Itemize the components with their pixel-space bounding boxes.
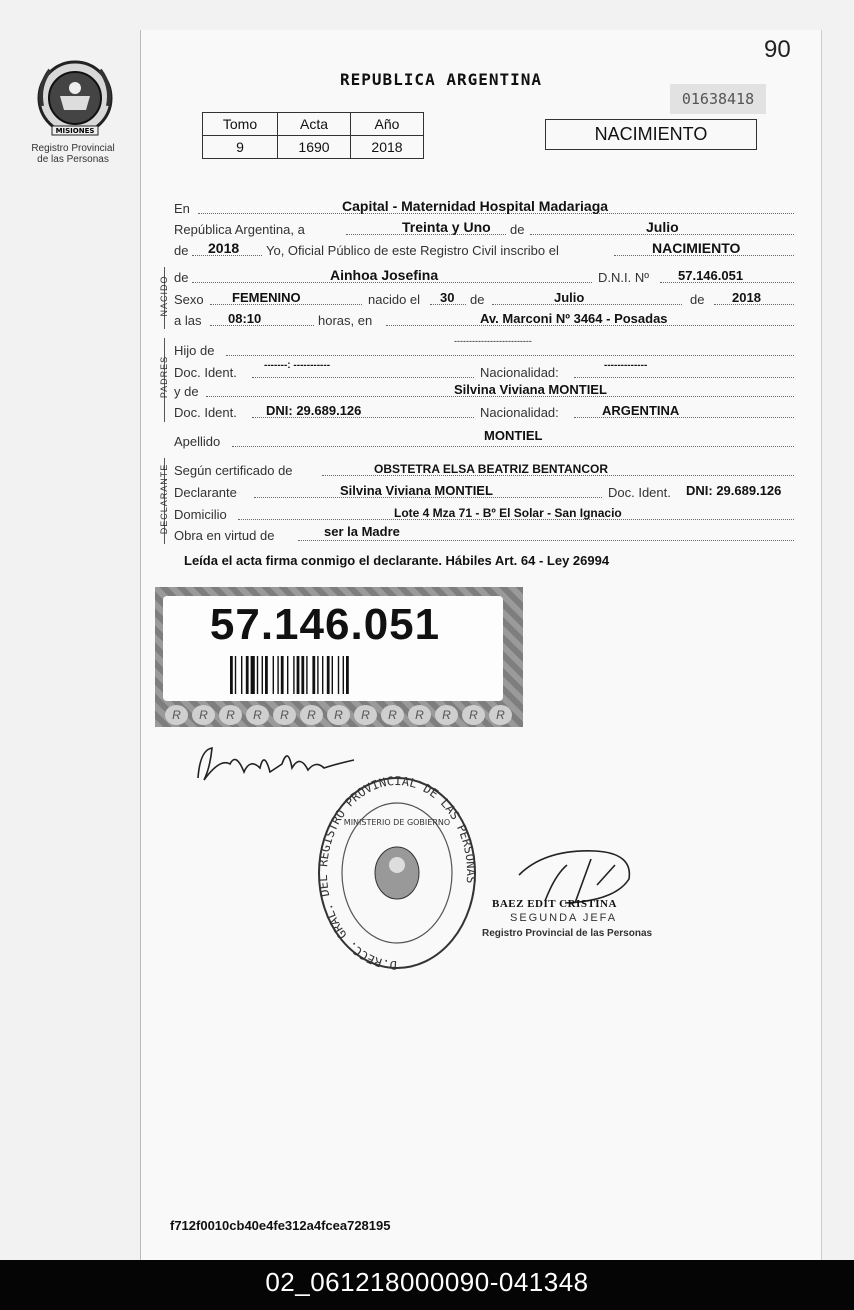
value-address: Av. Marconi Nº 3464 - Posadas <box>480 311 668 326</box>
value-act-type: NACIMIENTO <box>652 240 741 256</box>
label-de-name: de <box>174 270 189 285</box>
document-title: REPUBLICA ARGENTINA <box>340 70 543 89</box>
row-surname <box>174 428 796 451</box>
value-birth-month: Julio <box>554 290 585 305</box>
row-certificate <box>174 460 796 480</box>
provincial-emblem-logo <box>30 56 120 138</box>
label-oficial: Yo, Oficial Público de este Registro Civil inscribo el <box>266 243 559 258</box>
label-doc-ident-mother: Doc. Ident. <box>174 405 237 420</box>
logo-caption <box>18 143 128 165</box>
footer-id: 02_061218000090-041348 <box>265 1267 589 1297</box>
ano-header: Año <box>351 113 424 136</box>
label-doc-ident-father: Doc. Ident. <box>174 365 237 380</box>
label-dni: D.N.I. Nº <box>598 270 649 285</box>
sticker-pattern-r: R <box>273 705 296 725</box>
row-capacity <box>174 525 796 545</box>
tomo-value: 9 <box>203 136 278 159</box>
value-capacity: ser la Madre <box>324 524 400 539</box>
acta-value: 1690 <box>278 136 351 159</box>
seal-ring-text: D.RECC. GRAL. DEL REGISTRO PROVINCIAL DE LAS PERSONAS <box>316 775 479 973</box>
label-nacido-el: nacido el <box>368 292 421 307</box>
row-place <box>174 198 796 218</box>
official-seal <box>315 775 480 975</box>
sticker-pattern-r: R <box>489 705 512 725</box>
value-mother-doc: DNI: 29.689.126 <box>266 403 362 418</box>
value-declarant: Silvina Viviana MONTIEL <box>340 483 493 498</box>
label-y-de: y de <box>174 384 199 399</box>
emblem-lettering: MISIONES <box>55 127 95 135</box>
tomo-header: Tomo <box>203 113 278 136</box>
sticker-pattern-r: R <box>381 705 404 725</box>
label-de-month: de <box>510 222 525 237</box>
label-republica: República Argentina, a <box>174 222 305 237</box>
barcode <box>230 656 434 694</box>
label-apellido: Apellido <box>174 434 221 449</box>
label-hijo-de: Hijo de <box>174 343 215 358</box>
closing-statement: Leída el acta firma conmigo el declarante. Hábiles Art. 64 - Ley 26994 <box>184 553 610 568</box>
value-certificate: OBSTETRA ELSA BEATRIZ BENTANCOR <box>374 462 608 476</box>
sticker-pattern-r: R <box>435 705 458 725</box>
label-nationality-father: Nacionalidad: <box>480 365 559 380</box>
label-domicilio: Domicilio <box>174 507 227 522</box>
label-de-birth-year: de <box>690 292 705 307</box>
sticker-pattern-r: R <box>219 705 242 725</box>
padres-section-bracket <box>144 338 169 422</box>
row-father <box>174 336 796 360</box>
value-sex: FEMENINO <box>232 290 301 305</box>
label-segun: Según certificado de <box>174 463 293 478</box>
padres-side-label: PADRES <box>159 355 169 399</box>
logo-caption-line2: de las Personas <box>37 154 109 165</box>
row-date <box>174 219 796 239</box>
row-name <box>174 267 796 287</box>
official-title: SEGUNDA JEFA <box>510 912 618 924</box>
row-declarant <box>174 482 796 502</box>
value-name: Ainhoa Josefina <box>330 267 439 283</box>
document-hash: f712f0010cb40e4fe312a4fcea728195 <box>170 1218 391 1233</box>
row-sex <box>174 289 796 309</box>
value-mother-nationality: ARGENTINA <box>602 403 680 418</box>
official-org: Registro Provincial de las Personas <box>482 928 653 939</box>
row-time <box>174 310 796 330</box>
sticker-pattern-r: R <box>354 705 377 725</box>
value-father-nationality: ------------- <box>604 360 648 371</box>
sticker-pattern-r: R <box>165 705 188 725</box>
value-day-words: Treinta y Uno <box>402 219 491 235</box>
row-domicile <box>174 504 796 524</box>
row-mother <box>174 381 796 401</box>
value-surname: MONTIEL <box>484 428 543 443</box>
row-oficial <box>174 240 796 260</box>
seal-inner-text: MINISTERIO DE GOBIERNO <box>343 818 451 827</box>
value-place: Capital - Maternidad Hospital Madariaga <box>342 198 609 214</box>
value-mother: Silvina Viviana MONTIEL <box>454 382 607 397</box>
value-birth-day: 30 <box>440 290 455 305</box>
value-month: Julio <box>646 219 679 235</box>
value-year: 2018 <box>208 240 240 256</box>
label-obra: Obra en virtud de <box>174 528 275 543</box>
label-horas-en: horas, en <box>318 313 373 328</box>
row-mother-doc <box>174 402 796 422</box>
official-name: BAEZ EDIT CRISTINA <box>492 898 617 910</box>
logo-caption-line1: Registro Provincial <box>31 143 115 154</box>
page-number: 90 <box>764 36 791 63</box>
nacido-side-label: NACIDO <box>159 275 169 317</box>
ano-value: 2018 <box>351 136 424 159</box>
value-declarant-address: Lote 4 Mza 71 - Bº El Solar - San Ignacio <box>394 506 622 520</box>
label-a-las: a las <box>174 313 202 328</box>
value-declarant-doc: DNI: 29.689.126 <box>686 483 782 498</box>
sticker-pattern-r: R <box>408 705 431 725</box>
sticker-pattern-r: R <box>192 705 215 725</box>
label-doc-ident-declarant: Doc. Ident. <box>608 485 671 500</box>
sticker-pattern-r: R <box>327 705 350 725</box>
sticker-pattern-r: R <box>246 705 269 725</box>
label-declarante: Declarante <box>174 485 237 500</box>
sticker-pattern-r: R <box>300 705 323 725</box>
label-en: En <box>174 201 190 216</box>
nacido-section-bracket <box>144 267 169 329</box>
label-de-year: de <box>174 243 189 258</box>
record-type-box: NACIMIENTO <box>545 119 757 150</box>
declarante-section-bracket <box>144 458 169 544</box>
registry-table <box>202 112 424 159</box>
value-birth-year: 2018 <box>732 290 761 305</box>
sticker-id-number: 57.146.051 <box>209 600 441 649</box>
serial-number-stamp: 01638418 <box>670 84 766 114</box>
value-time: 08:10 <box>228 311 262 326</box>
sticker-pattern-r: R <box>462 705 485 725</box>
sticker-pattern-row <box>165 705 520 725</box>
value-dni: 57.146.051 <box>678 268 744 283</box>
declarante-side-label: DECLARANTE <box>159 463 169 535</box>
label-nationality-mother: Nacionalidad: <box>480 405 559 420</box>
row-father-doc <box>174 362 796 382</box>
footer-id-bar <box>0 1260 854 1310</box>
label-de-birth-month: de <box>470 292 485 307</box>
acta-header: Acta <box>278 113 351 136</box>
label-sexo: Sexo <box>174 292 204 307</box>
value-father-doc: -------: ----------- <box>264 360 331 371</box>
value-father: -------------------------- <box>454 336 532 346</box>
